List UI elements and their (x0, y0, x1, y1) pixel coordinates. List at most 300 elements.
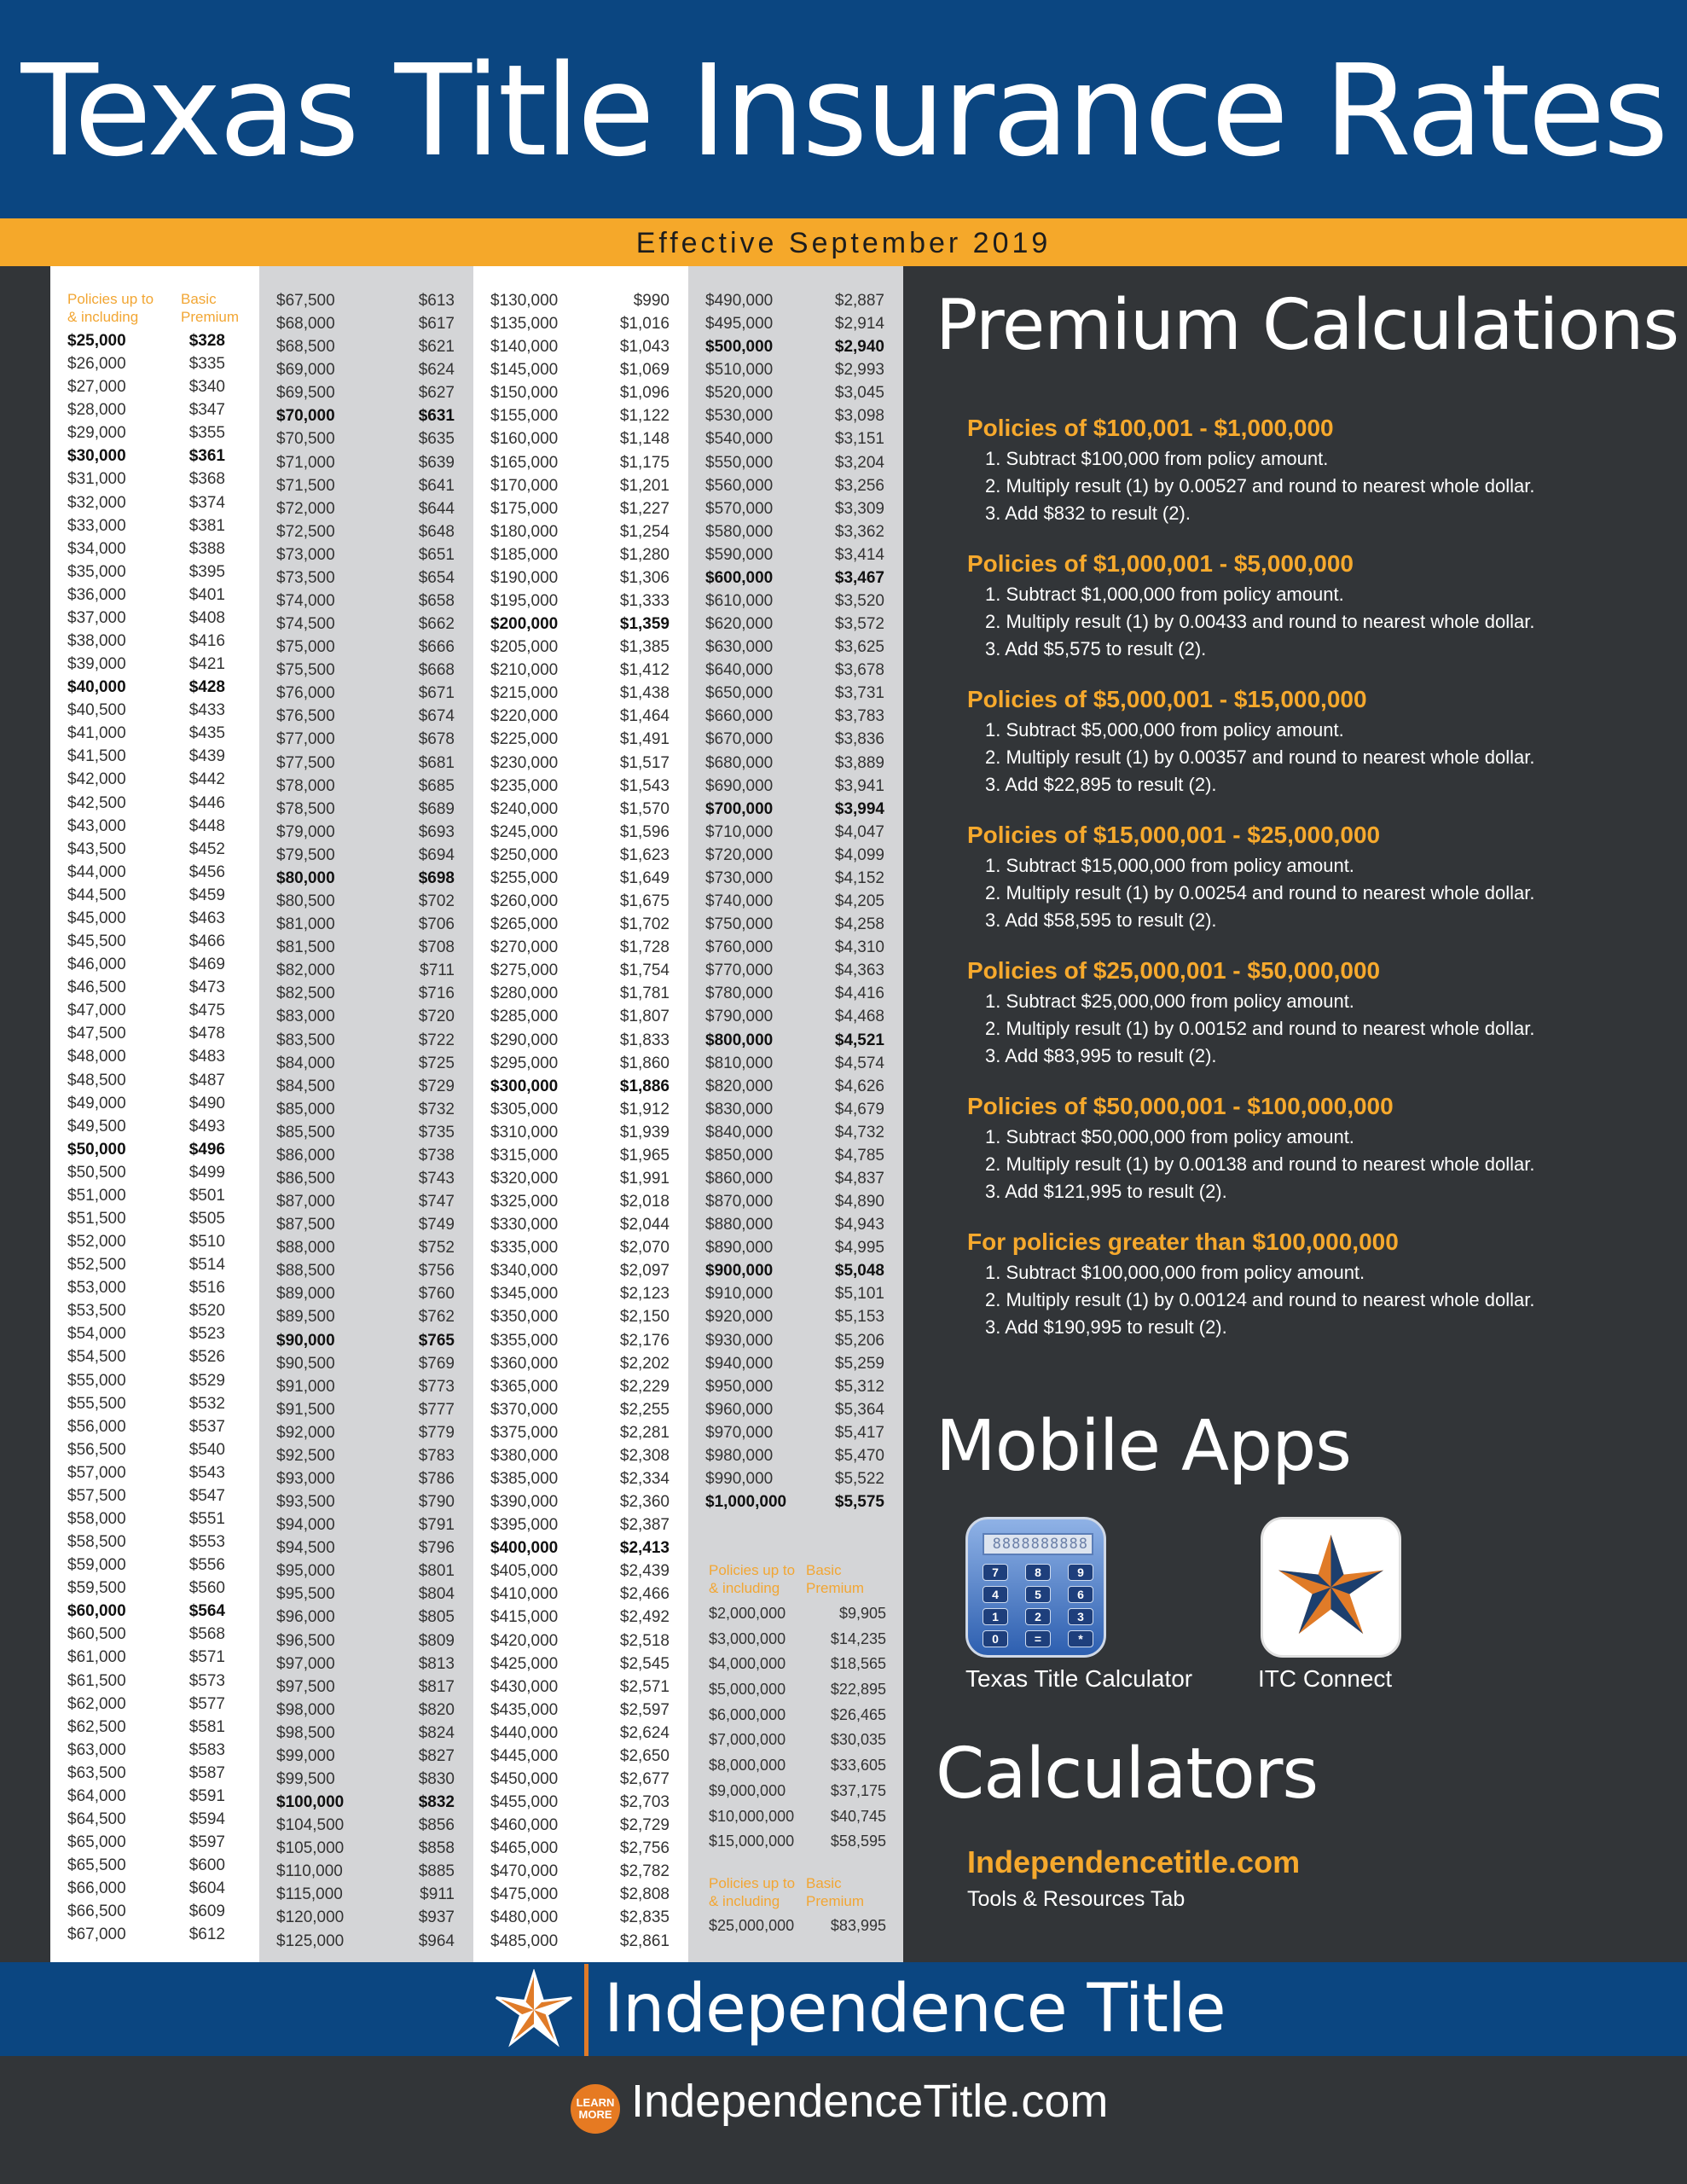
rate-row (50, 1392, 259, 1415)
basic-premium: $4,468 (834, 1008, 884, 1026)
policy-amount: $470,000 (490, 1862, 559, 1881)
rate-row (50, 1322, 259, 1345)
basic-premium: $2,729 (619, 1816, 670, 1835)
calc-block (967, 411, 1667, 527)
basic-premium: $791 (418, 1516, 455, 1535)
policy-amount: $330,000 (490, 1216, 559, 1234)
rate-row (259, 936, 473, 959)
rate-row (50, 930, 259, 953)
calc-key: 5 (1025, 1586, 1051, 1603)
effective-date: Effective September 2019 (635, 227, 1052, 259)
policy-amount: $290,000 (490, 1031, 559, 1049)
basic-premium: $832 (418, 1793, 455, 1812)
header-banner (0, 0, 1687, 218)
rate-row (688, 1627, 903, 1653)
basic-premium: $1,069 (619, 361, 670, 380)
rate-row (473, 1259, 688, 1282)
rate-row (473, 982, 688, 1005)
rate-row (688, 520, 903, 543)
rate-row (50, 607, 259, 630)
rate-row (688, 1075, 903, 1098)
basic-premium: $581 (188, 1717, 225, 1736)
rate-row (473, 335, 688, 358)
rate-row (259, 1305, 473, 1328)
policy-amount: $185,000 (490, 545, 559, 564)
policy-amount: $445,000 (490, 1746, 559, 1765)
policy-amount: $135,000 (490, 315, 559, 334)
policy-amount: $59,000 (67, 1556, 126, 1575)
rate-row (259, 358, 473, 381)
basic-premium: $446 (188, 793, 225, 812)
policy-amount: $69,000 (276, 361, 335, 380)
policy-amount: $150,000 (490, 384, 559, 403)
rate-row (473, 890, 688, 913)
policy-amount: $81,500 (276, 938, 335, 957)
rate-row (688, 1144, 903, 1167)
subheader-policies-line2: & including (709, 1893, 780, 1909)
rate-row (50, 1600, 259, 1623)
policy-amount: $25,000 (67, 332, 126, 350)
website-link[interactable]: Independencetitle.com (967, 1844, 1301, 1879)
policy-amount: $480,000 (490, 1908, 559, 1927)
policy-amount: $95,500 (276, 1585, 335, 1604)
basic-premium: $510 (188, 1233, 225, 1252)
policy-amount: $690,000 (705, 776, 774, 795)
basic-premium: $1,702 (619, 915, 670, 934)
policy-amount: $71,000 (276, 453, 335, 472)
basic-premium: $773 (418, 1377, 455, 1396)
policy-amount: $77,500 (276, 753, 335, 772)
rate-row (259, 752, 473, 775)
policy-amount: $50,500 (67, 1163, 126, 1182)
rate-row (50, 1138, 259, 1161)
policy-amount: $790,000 (705, 1008, 774, 1026)
calculators-heading: Calculators (936, 1734, 1319, 1815)
basic-premium: $1,991 (619, 1169, 670, 1188)
rate-row (473, 1513, 688, 1536)
basic-premium: $762 (418, 1308, 455, 1327)
rate-row (259, 1259, 473, 1282)
basic-premium: $756 (418, 1262, 455, 1281)
basic-premium: $1,517 (619, 753, 670, 772)
policy-amount: $46,500 (67, 979, 126, 997)
policy-amount: $370,000 (490, 1400, 559, 1419)
rate-row (50, 421, 259, 444)
right-panel (903, 266, 1687, 1962)
calc-step: 2. Multiply result (1) by 0.00124 and round to nearest whole dollar. (985, 1289, 1535, 1310)
basic-premium: $639 (418, 453, 455, 472)
rate-row (473, 1305, 688, 1328)
policy-amount: $970,000 (705, 1423, 774, 1442)
policy-amount: $105,000 (276, 1839, 345, 1858)
policy-amount: $98,500 (276, 1723, 335, 1742)
rate-row (473, 1075, 688, 1098)
learn-more-badge[interactable] (571, 2084, 620, 2134)
calculator-app-icon[interactable] (965, 1517, 1106, 1658)
calc-step: 1. Subtract $15,000,000 from policy amount. (985, 855, 1354, 876)
policy-amount: $340,000 (490, 1262, 559, 1281)
basic-premium: $1,306 (619, 568, 670, 587)
basic-premium: $516 (188, 1279, 225, 1298)
rate-row (50, 491, 259, 514)
policy-amount: $61,000 (67, 1648, 126, 1667)
basic-premium: $523 (188, 1325, 225, 1344)
rate-row (688, 1703, 903, 1728)
basic-premium: $790 (418, 1493, 455, 1512)
rate-row (473, 1814, 688, 1837)
basic-premium: $698 (418, 868, 455, 887)
rate-row (473, 1236, 688, 1259)
policy-amount: $390,000 (490, 1493, 559, 1512)
rate-row (259, 913, 473, 936)
rate-row (473, 1653, 688, 1676)
policy-amount: $610,000 (705, 592, 774, 611)
policy-amount: $86,000 (276, 1146, 335, 1165)
policy-amount: $100,000 (276, 1793, 345, 1812)
policy-amount: $73,500 (276, 568, 335, 587)
basic-premium: $631 (418, 407, 455, 426)
policy-amount: $79,500 (276, 845, 335, 864)
rate-row (259, 798, 473, 821)
basic-premium: $2,334 (619, 1469, 670, 1488)
rate-row (259, 1513, 473, 1536)
policy-amount: $325,000 (490, 1193, 559, 1211)
rate-row (50, 1554, 259, 1577)
policy-amount: $465,000 (490, 1839, 559, 1858)
rate-row (50, 375, 259, 398)
rate-row (688, 1728, 903, 1753)
rate-row (688, 1779, 903, 1804)
rate-row (50, 468, 259, 491)
policy-amount: $430,000 (490, 1677, 559, 1696)
policy-amount: $47,500 (67, 1025, 126, 1043)
rate-row (50, 1092, 259, 1115)
basic-premium: $58,595 (830, 1833, 886, 1850)
rate-row (473, 1421, 688, 1444)
policy-amount: $93,500 (276, 1493, 335, 1512)
basic-premium: $2,202 (619, 1354, 670, 1373)
policy-amount: $485,000 (490, 1931, 559, 1950)
basic-premium: $2,545 (619, 1654, 670, 1673)
basic-premium: $2,808 (619, 1885, 670, 1904)
basic-premium: $4,363 (834, 961, 884, 980)
basic-premium: $571 (188, 1648, 225, 1667)
calc-title: Policies of $25,000,001 - $50,000,000 (967, 957, 1381, 984)
basic-premium: $2,097 (619, 1262, 670, 1281)
basic-premium: $856 (418, 1816, 455, 1835)
rate-row (688, 474, 903, 497)
rate-row (50, 1345, 259, 1368)
policy-amount: $27,000 (67, 378, 126, 397)
policy-amount: $205,000 (490, 638, 559, 657)
calc-step: 2. Multiply result (1) by 0.00357 and round to nearest whole dollar. (985, 746, 1535, 768)
policy-amount: $980,000 (705, 1446, 774, 1465)
basic-premium: $2,650 (619, 1746, 670, 1765)
rate-row (50, 838, 259, 861)
rate-row (688, 566, 903, 590)
rate-row (50, 1369, 259, 1392)
rate-row (688, 1259, 903, 1282)
policy-amount: $870,000 (705, 1193, 774, 1211)
basic-premium: $328 (188, 332, 225, 350)
basic-premium: $689 (418, 799, 455, 818)
basic-premium: $1,623 (619, 845, 670, 864)
basic-premium: $4,047 (834, 822, 884, 841)
basic-premium: $1,860 (619, 1054, 670, 1072)
basic-premium: $613 (418, 292, 455, 310)
rate-row (50, 1577, 259, 1600)
basic-premium: $627 (418, 384, 455, 403)
policy-amount: $355,000 (490, 1331, 559, 1350)
calc-title: Policies of $5,000,001 - $15,000,000 (967, 686, 1367, 712)
app-label-itc[interactable]: ITC Connect (1258, 1665, 1393, 1692)
basic-premium: $3,520 (834, 592, 884, 611)
basic-premium: $1,438 (619, 684, 670, 703)
rate-row (473, 1860, 688, 1883)
policy-amount: $215,000 (490, 684, 559, 703)
rate-row (50, 398, 259, 421)
policy-amount: $104,500 (276, 1816, 345, 1835)
basic-premium: $662 (418, 615, 455, 634)
calc-key: * (1068, 1630, 1093, 1647)
policy-amount: $74,000 (276, 592, 335, 611)
rate-row (688, 982, 903, 1005)
policy-amount: $750,000 (705, 915, 774, 934)
policy-amount: $145,000 (490, 361, 559, 380)
basic-premium: $2,835 (619, 1908, 670, 1927)
rate-row (688, 1121, 903, 1144)
rate-row (259, 1722, 473, 1745)
basic-premium: $1,385 (619, 638, 670, 657)
policy-amount: $44,500 (67, 886, 126, 904)
basic-premium: $9,905 (838, 1605, 886, 1622)
rate-row (473, 1606, 688, 1629)
policy-amount: $40,500 (67, 701, 126, 720)
rate-row (688, 959, 903, 982)
basic-premium: $612 (188, 1926, 225, 1944)
policy-amount: $96,500 (276, 1631, 335, 1650)
policy-amount: $95,000 (276, 1562, 335, 1581)
rate-row (50, 1115, 259, 1138)
rate-column-3 (473, 266, 688, 1962)
rate-row (259, 1421, 473, 1444)
policy-amount: $84,000 (276, 1054, 335, 1072)
policy-amount: $96,000 (276, 1608, 335, 1627)
basic-premium: $4,310 (834, 938, 884, 957)
page-title: Texas Title Insurance Rates (20, 38, 1667, 184)
policy-amount: $63,500 (67, 1763, 126, 1782)
rate-row (259, 1098, 473, 1121)
policy-amount: $72,000 (276, 499, 335, 518)
policy-amount: $87,500 (276, 1216, 335, 1234)
basic-premium: $452 (188, 839, 225, 858)
basic-premium: $820 (418, 1700, 455, 1719)
rate-row (259, 659, 473, 682)
rate-row (50, 653, 259, 676)
rate-row (259, 1352, 473, 1375)
policy-amount: $85,500 (276, 1123, 335, 1141)
policy-amount: $56,000 (67, 1417, 126, 1436)
footer-website-link[interactable]: IndependenceTitle.com (631, 2076, 1109, 2127)
rate-row (50, 1230, 259, 1253)
itc-connect-app-icon[interactable] (1261, 1517, 1401, 1658)
policy-amount: $250,000 (490, 845, 559, 864)
policy-amount: $54,500 (67, 1348, 126, 1367)
basic-premium: $526 (188, 1348, 225, 1367)
policy-amount: $77,000 (276, 730, 335, 749)
policy-amount: $64,000 (67, 1786, 126, 1805)
calc-block (967, 682, 1667, 799)
basic-premium: $693 (418, 822, 455, 841)
brand-star-icon (493, 1969, 575, 2051)
basic-premium: $617 (418, 315, 455, 334)
basic-premium: $2,308 (619, 1446, 670, 1465)
basic-premium: $40,745 (830, 1807, 886, 1825)
policy-amount: $42,500 (67, 793, 126, 812)
basic-premium: $501 (188, 1186, 225, 1205)
policy-amount: $60,500 (67, 1625, 126, 1644)
policy-amount: $57,000 (67, 1463, 126, 1482)
rate-row (50, 561, 259, 584)
rate-row (688, 752, 903, 775)
basic-premium: $5,048 (834, 1262, 884, 1281)
rate-row (688, 1421, 903, 1444)
rate-row (50, 676, 259, 699)
basic-premium: $937 (418, 1908, 455, 1927)
rate-row (50, 953, 259, 976)
policy-amount: $890,000 (705, 1239, 774, 1258)
policy-amount: $195,000 (490, 592, 559, 611)
basic-premium: $597 (188, 1833, 225, 1852)
rate-row (473, 844, 688, 867)
rate-row (259, 381, 473, 404)
basic-premium: $520 (188, 1302, 225, 1321)
rate-row (259, 890, 473, 913)
basic-premium: $644 (418, 499, 455, 518)
rate-row (259, 427, 473, 450)
basic-premium: $1,016 (619, 315, 670, 334)
basic-premium: $374 (188, 493, 225, 512)
basic-premium: $499 (188, 1163, 225, 1182)
rate-row (473, 1629, 688, 1653)
brand-name: Independence Title (604, 1971, 1226, 2048)
mobile-apps-heading: Mobile Apps (936, 1406, 1351, 1487)
policy-amount: $460,000 (490, 1816, 559, 1835)
basic-premium: $340 (188, 378, 225, 397)
rate-row (473, 1930, 688, 1953)
basic-premium: $716 (418, 985, 455, 1003)
basic-premium: $681 (418, 753, 455, 772)
rate-row (688, 1236, 903, 1259)
rate-row (259, 1213, 473, 1236)
rate-row (688, 1753, 903, 1779)
rate-row (259, 1837, 473, 1860)
calc-key: 6 (1068, 1586, 1093, 1603)
rate-row (688, 1467, 903, 1490)
policy-amount: $435,000 (490, 1700, 559, 1719)
calc-step: 3. Add $5,575 to result (2). (985, 638, 1207, 659)
basic-premium: $1,122 (619, 407, 670, 426)
rate-row (688, 1329, 903, 1352)
rate-row (473, 1768, 688, 1791)
policy-amount: $55,000 (67, 1371, 126, 1390)
basic-premium: $702 (418, 892, 455, 911)
basic-premium: $3,098 (834, 407, 884, 426)
rate-row (688, 1052, 903, 1075)
rate-row (688, 404, 903, 427)
policy-amount: $180,000 (490, 522, 559, 541)
rate-row (259, 1676, 473, 1699)
rate-row (50, 1762, 259, 1785)
rate-row (688, 427, 903, 450)
column-header (67, 290, 246, 334)
policy-amount: $920,000 (705, 1308, 774, 1327)
basic-premium: $2,070 (619, 1239, 670, 1258)
policy-amount: $61,500 (67, 1671, 126, 1690)
policy-amount: $35,000 (67, 562, 126, 581)
basic-premium: $2,466 (619, 1585, 670, 1604)
basic-premium: $587 (188, 1763, 225, 1782)
basic-premium: $1,333 (619, 592, 670, 611)
basic-premium: $577 (188, 1694, 225, 1713)
basic-premium: $990 (633, 292, 670, 310)
calc-title: Policies of $1,000,001 - $5,000,000 (967, 550, 1354, 577)
rate-row (50, 792, 259, 815)
rate-row (259, 1860, 473, 1883)
policy-amount: $54,000 (67, 1325, 126, 1344)
policy-amount: $93,000 (276, 1469, 335, 1488)
basic-premium: $514 (188, 1256, 225, 1275)
rate-row (50, 1808, 259, 1831)
basic-premium: $4,890 (834, 1193, 884, 1211)
basic-premium: $648 (418, 522, 455, 541)
calc-step: 2. Multiply result (1) by 0.00527 and round to nearest whole dollar. (985, 475, 1535, 497)
rate-row (473, 936, 688, 959)
rate-row (50, 1045, 259, 1068)
basic-premium: $674 (418, 707, 455, 726)
rate-row (50, 1646, 259, 1669)
basic-premium: $568 (188, 1625, 225, 1644)
policy-amount: $350,000 (490, 1308, 559, 1327)
rate-row (259, 705, 473, 728)
calc-key: 4 (983, 1586, 1008, 1603)
rate-row (473, 427, 688, 450)
basic-premium: $22,895 (830, 1681, 886, 1699)
basic-premium: $3,889 (834, 753, 884, 772)
policy-amount: $59,500 (67, 1579, 126, 1598)
rate-row (473, 543, 688, 566)
basic-premium: $738 (418, 1146, 455, 1165)
policy-amount: $75,000 (276, 638, 335, 657)
calc-key: 1 (983, 1608, 1008, 1625)
basic-premium: $5,522 (834, 1469, 884, 1488)
rate-row (50, 1184, 259, 1207)
basic-premium: $3,045 (834, 384, 884, 403)
calculator-display: 8888888888 (983, 1533, 1093, 1555)
basic-premium: $685 (418, 776, 455, 795)
policy-amount: $58,500 (67, 1533, 126, 1552)
rate-row (473, 959, 688, 982)
basic-premium: $493 (188, 1117, 225, 1136)
app-label-calculator[interactable]: Texas Title Calculator (965, 1665, 1193, 1692)
calc-block (967, 1225, 1667, 1341)
basic-premium: $529 (188, 1371, 225, 1390)
calc-step: 3. Add $22,895 to result (2). (985, 774, 1217, 795)
rate-row (259, 821, 473, 844)
basic-premium: $4,152 (834, 868, 884, 887)
rate-row (50, 444, 259, 468)
basic-premium: $668 (418, 661, 455, 680)
